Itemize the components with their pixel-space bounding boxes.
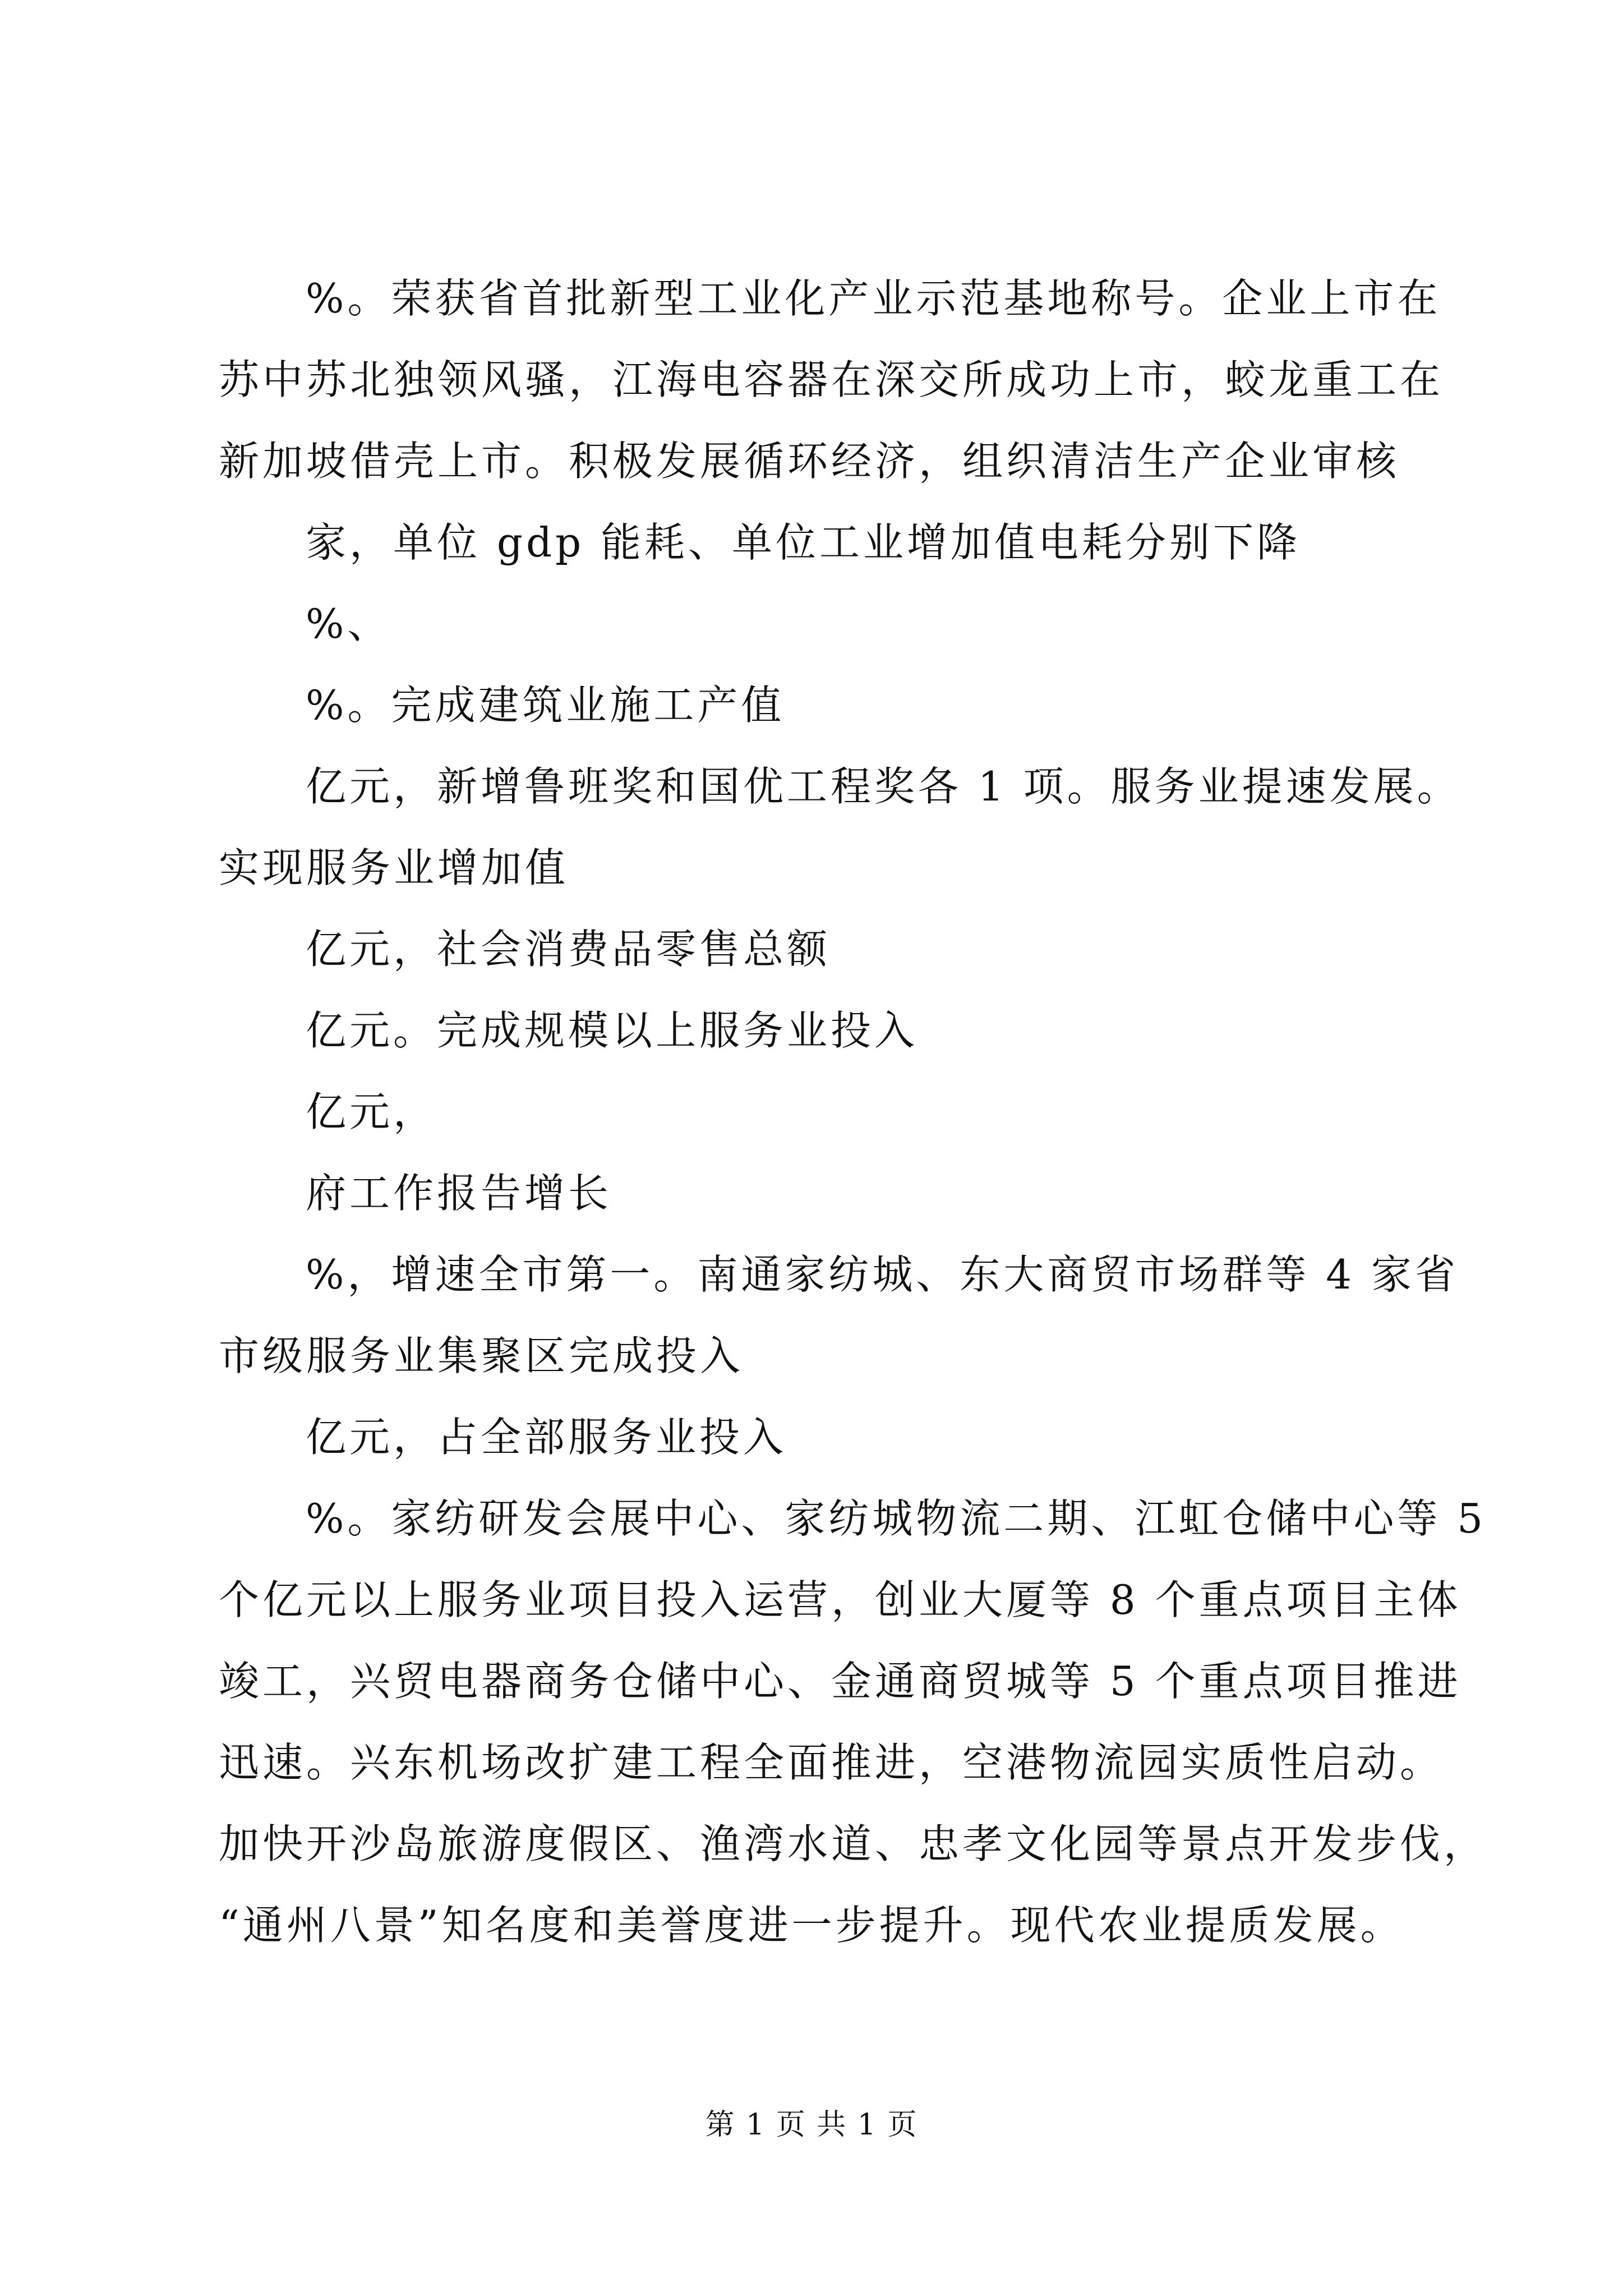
text-line: 个亿元以上服务业项目投入运营，创业大厦等 8 个重点项目主体 (219, 1576, 1461, 1623)
text-line: 亿元，新增鲁班奖和国优工程奖各 1 项。服务业提速发展。 (306, 763, 1461, 810)
text-line: %。家纺研发会展中心、家纺城物流二期、江虹仓储中心等 5 (306, 1495, 1487, 1542)
text-line: 亿元， (306, 1088, 437, 1135)
text-line: 加快开沙岛旅游度假区、渔湾水道、忠孝文化园等景点开发步伐， (219, 1820, 1488, 1867)
page-number-footer: 第 1 页 共 1 页 (705, 2108, 918, 2142)
text-line: %。荣获省首批新型工业化产业示范基地称号。企业上市在 (306, 275, 1441, 322)
text-line: %。完成建筑业施工产值 (306, 682, 785, 729)
text-line: %，增速全市第一。南通家纺城、东大商贸市场群等 4 家省 (306, 1251, 1459, 1298)
text-line: 亿元，占全部服务业投入 (306, 1414, 787, 1461)
text-line: 亿元。完成规模以上服务业投入 (306, 1007, 919, 1054)
text-line: 家，单位 gdp 能耗、单位工业增加值电耗分别下降 (306, 519, 1301, 566)
text-line: “通州八景”知名度和美誉度进一步提升。现代农业提质发展。 (219, 1902, 1404, 1949)
text-line: 府工作报告增长 (306, 1170, 612, 1217)
text-line: 竣工，兴贸电器商务仓储中心、金通商贸城等 5 个重点项目推进 (219, 1658, 1461, 1705)
text-line: 迅速。兴东机场改扩建工程全面推进，空港物流园实质性启动。 (219, 1739, 1444, 1786)
text-line: 苏中苏北独领风骚，江海电容器在深交所成功上市，蛟龙重工在 (219, 356, 1444, 403)
text-line: 实现服务业增加值 (219, 844, 569, 891)
text-line: %、 (306, 600, 391, 647)
text-line: 新加坡借壳上市。积极发展循环经济，组织清洁生产企业审核 (219, 438, 1400, 485)
text-line: 市级服务业集聚区完成投入 (219, 1332, 744, 1379)
text-line: 亿元，社会消费品零售总额 (306, 926, 831, 973)
body-text (219, 258, 1488, 1966)
